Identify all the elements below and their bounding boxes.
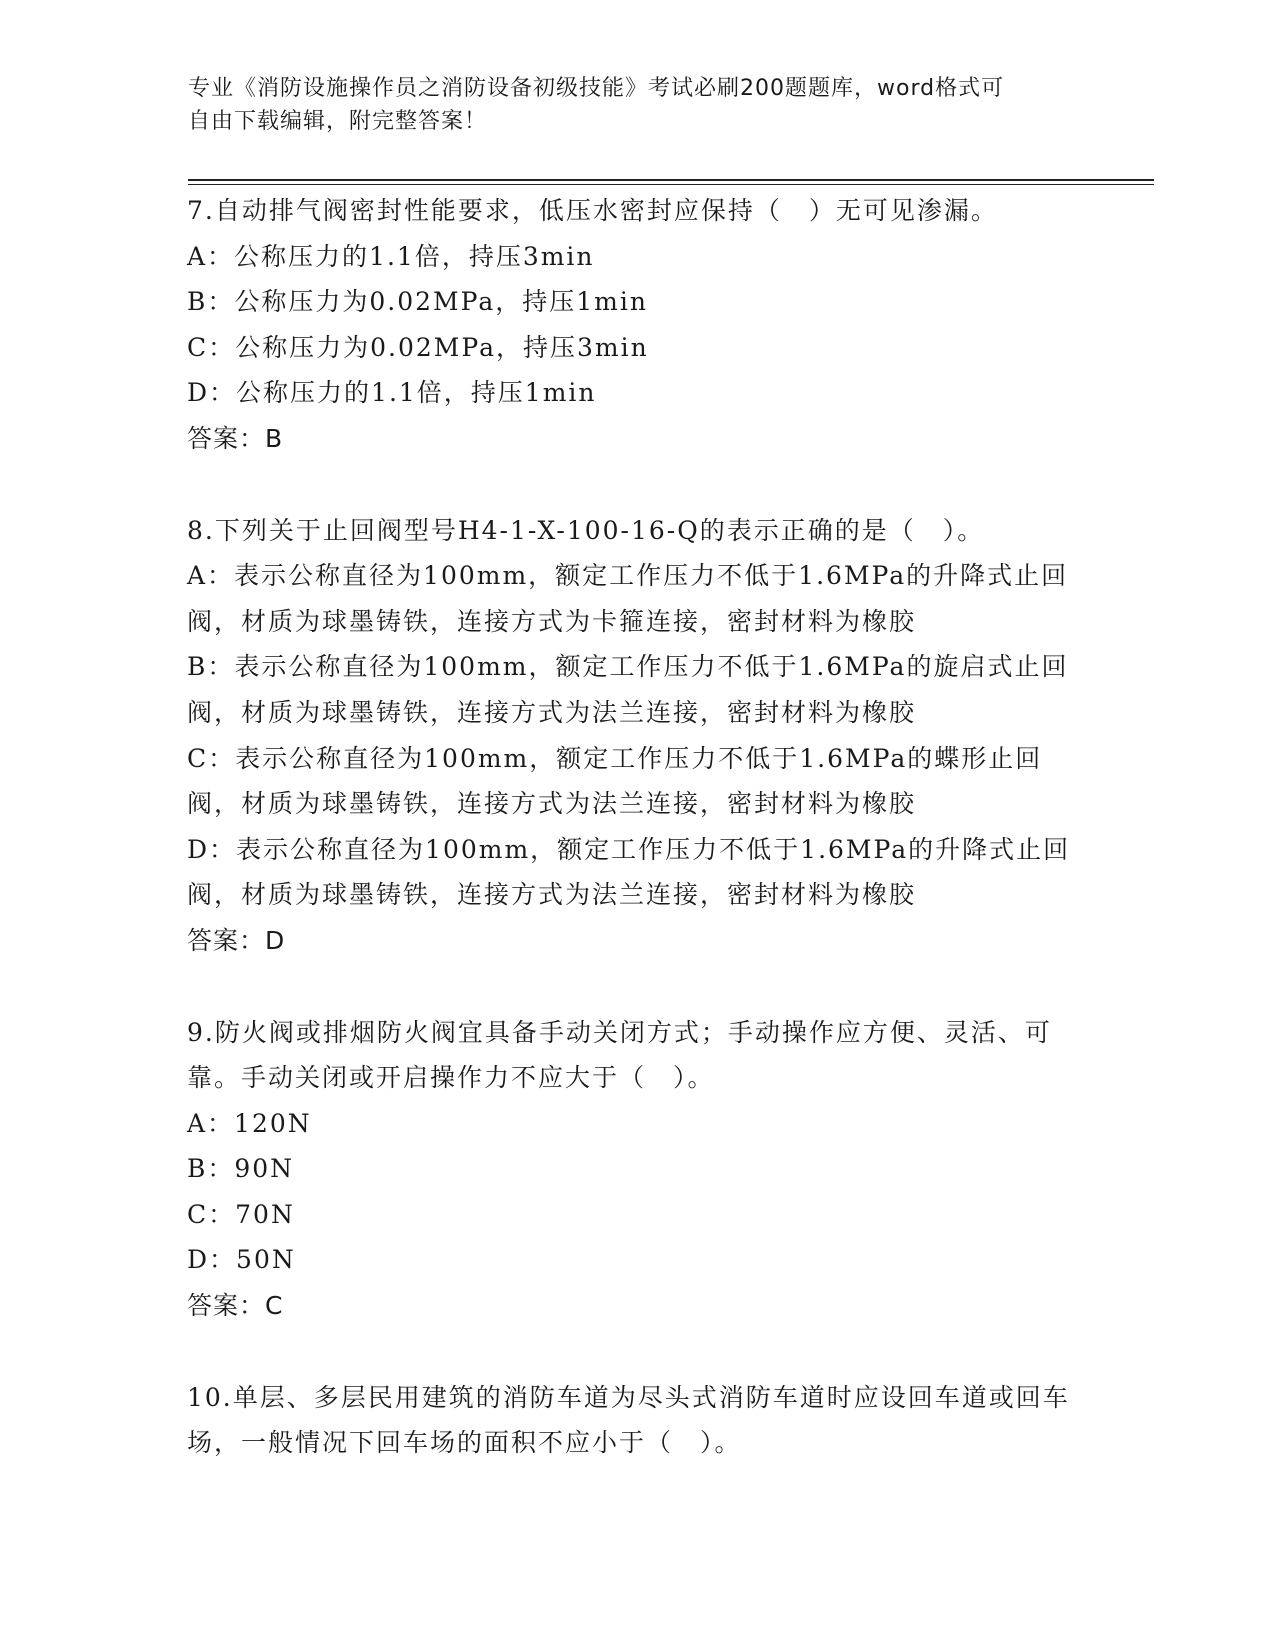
option-b: B：90N: [187, 1154, 295, 1184]
option-c: C：70N: [187, 1199, 295, 1229]
option-d: D：50N: [187, 1245, 296, 1275]
question-text: 8.下列关于止回阀型号H4-1-X-100-16-Q的表示正确的是（ ）。: [187, 515, 985, 545]
question-text: 7.自动排气阀密封性能要求，低压水密封应保持（ ）无可见渗漏。: [187, 196, 998, 225]
option-c: C：表示公称直径为100mm，额定工作压力不低于1.6MPa的蝶形止回阀，材质为球墨铸铁，连接方式为法兰连接，密封材料为橡胶: [187, 743, 1043, 819]
question-7: [187, 188, 1087, 462]
option-d: D：表示公称直径为100mm，额定工作压力不低于1.6MPa的升降式止回阀，材质为球墨铸铁，连接方式为法兰连接，密封材料为橡胶: [187, 834, 1071, 910]
header-line-2: 自由下载编辑，附完整答案！: [188, 109, 488, 134]
question-8: [187, 508, 1087, 964]
header-line-1: 专业《消防设施操作员之消防设备初级技能》考试必刷200题题库，word格式可: [188, 76, 1005, 101]
answer: 答案：B: [187, 423, 284, 453]
option-a: A：120N: [187, 1108, 312, 1138]
answer: 答案：C: [187, 1291, 284, 1321]
header-divider-thick: [188, 179, 1154, 181]
option-c: C：公称压力为0.02MPa，持压3min: [187, 332, 649, 362]
option-b: B：表示公称直径为100mm，额定工作压力不低于1.6MPa的旋启式止回阀，材质为球墨铸铁，连接方式为法兰连接，密封材料为橡胶: [187, 652, 1069, 727]
answer: 答案：D: [187, 925, 286, 955]
question-list: [187, 188, 1087, 1466]
document-header: [188, 72, 1088, 138]
question-10: [187, 1375, 1087, 1466]
option-b: B：公称压力为0.02MPa，持压1min: [187, 287, 648, 317]
question-text: 9.防火阀或排烟防火阀宜具备手动关闭方式；手动操作应方便、灵活、可靠。手动关闭或开启操作力不应大于（ ）。: [187, 1017, 1052, 1093]
question-text: 10.单层、多层民用建筑的消防车道为尽头式消防车道时应设回车道或回车场，一般情况下回车场的面积不应小于（ ）。: [187, 1382, 1070, 1458]
option-a: A：公称压力的1.1倍，持压3min: [187, 241, 595, 271]
option-a: A：表示公称直径为100mm，额定工作压力不低于1.6MPa的升降式止回阀，材质为球墨铸铁，连接方式为卡箍连接，密封材料为橡胶: [187, 561, 1069, 636]
header-divider-thin: [188, 184, 1154, 185]
option-d: D：公称压力的1.1倍，持压1min: [187, 378, 597, 408]
question-9: [187, 1010, 1087, 1329]
